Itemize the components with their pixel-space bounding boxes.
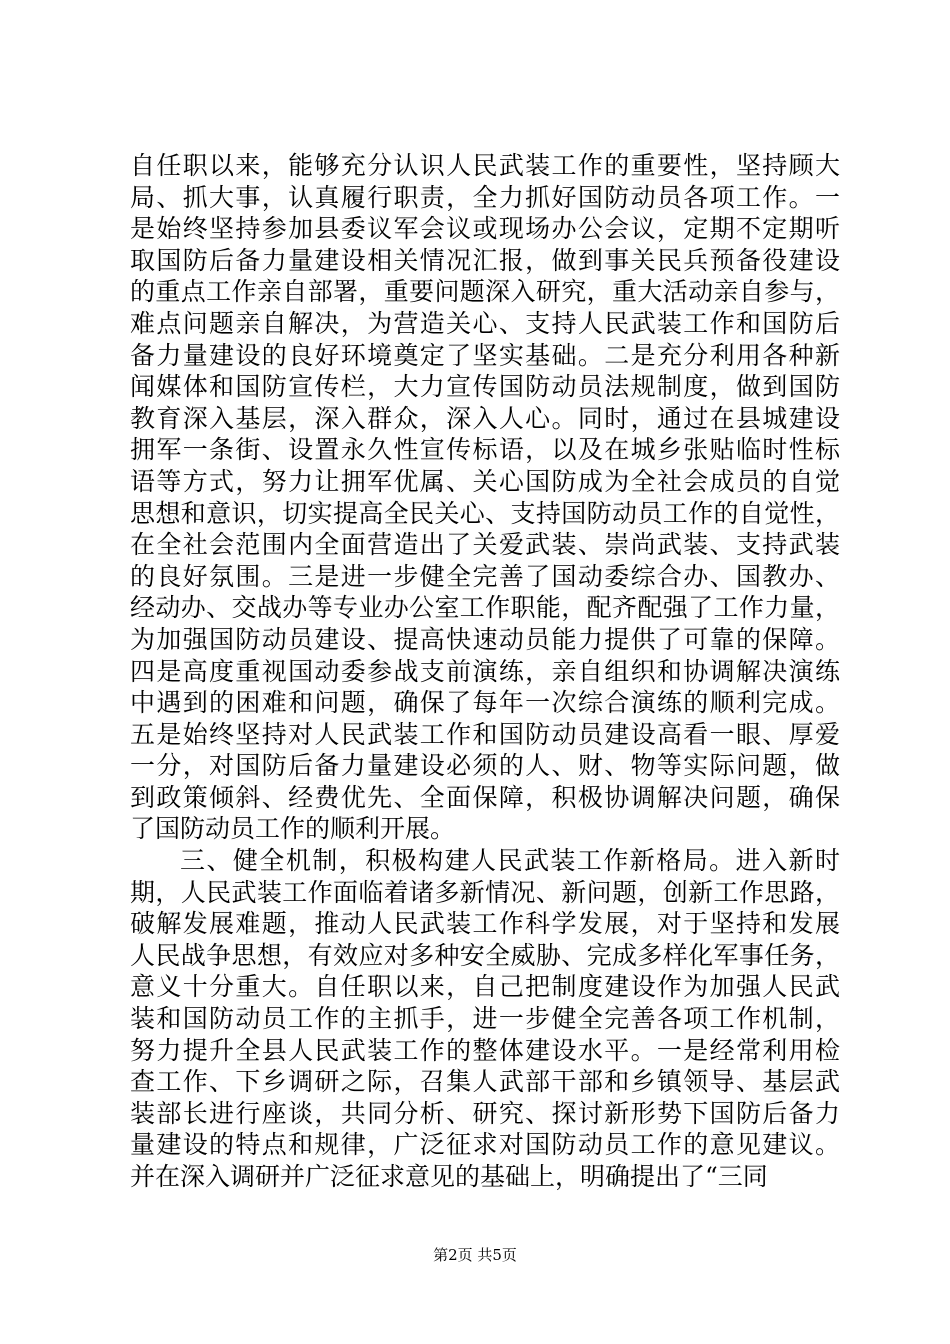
text-line: 闻媒体和国防宣传栏，大力宣传国防动员法规制度，做到国防 xyxy=(130,372,840,402)
text-line: 教育深入基层，深入群众，深入人心。同时，通过在县城建设 xyxy=(130,403,840,433)
text-line: 一分，对国防后备力量建设必须的人、财、物等实际问题，做 xyxy=(130,751,840,781)
text-line: 备力量建设的良好环境奠定了坚实基础。二是充分利用各种新 xyxy=(130,340,840,370)
text-line: 意义十分重大。自任职以来，自己把制度建设作为加强人民武 xyxy=(130,972,840,1002)
text-line: 期，人民武装工作面临着诸多新情况、新问题，创新工作思路， xyxy=(130,877,840,907)
text-line: 查工作、下乡调研之际，召集人武部干部和乡镇领导、基层武 xyxy=(130,1067,840,1097)
paragraph-1 xyxy=(130,150,840,845)
text-line: 经动办、交战办等专业办公室工作职能，配齐配强了工作力量， xyxy=(130,593,840,623)
text-line: 取国防后备力量建设相关情况汇报，做到事关民兵预备役建设 xyxy=(130,245,840,275)
text-line: 语等方式，努力让拥军优属、关心国防成为全社会成员的自觉 xyxy=(130,466,840,496)
text-line: 的重点工作亲自部署，重要问题深入研究，重大活动亲自参与， xyxy=(130,277,840,307)
text-line: 思想和意识，切实提高全民关心、支持国防动员工作的自觉性， xyxy=(130,498,840,528)
text-line: 难点问题亲自解决，为营造关心、支持人民武装工作和国防后 xyxy=(130,308,840,338)
document-body xyxy=(130,150,840,1193)
text-line: 是始终坚持参加县委议军会议或现场办公会议，定期不定期听 xyxy=(130,214,840,244)
text-line: 装部长进行座谈，共同分析、研究、探讨新形势下国防后备力 xyxy=(130,1098,840,1128)
text-line: 努力提升全县人民武装工作的整体建设水平。一是经常利用检 xyxy=(130,1035,840,1065)
text-line: 为加强国防动员建设、提高快速动员能力提供了可靠的保障。 xyxy=(130,624,840,654)
text-line: 三、健全机制，积极构建人民武装工作新格局。进入新时 xyxy=(180,846,840,876)
text-line: 了国防动员工作的顺利开展。 xyxy=(130,814,456,844)
text-line: 五是始终坚持对人民武装工作和国防动员建设高看一眼、厚爱 xyxy=(130,719,840,749)
text-line: 局、抓大事，认真履行职责，全力抓好国防动员各项工作。一 xyxy=(130,182,840,212)
text-line: 破解发展难题，推动人民武装工作科学发展，对于坚持和发展 xyxy=(130,909,840,939)
text-line: 装和国防动员工作的主抓手，进一步健全完善各项工作机制， xyxy=(130,1004,840,1034)
text-line: 的良好氛围。三是进一步健全完善了国动委综合办、国教办、 xyxy=(130,561,840,591)
text-line: 人民战争思想，有效应对多种安全威胁、完成多样化军事任务， xyxy=(130,940,840,970)
text-line: 拥军一条街、设置永久性宣传标语，以及在城乡张贴临时性标 xyxy=(130,435,840,465)
paragraph-2 xyxy=(130,845,840,1193)
text-line: 在全社会范围内全面营造出了关爱武装、崇尚武装、支持武装 xyxy=(130,530,840,560)
text-line: 自任职以来，能够充分认识人民武装工作的重要性，坚持顾大 xyxy=(130,151,840,180)
page-footer: 第2页 共5页 xyxy=(433,1246,517,1264)
text-line: 四是高度重视国动委参战支前演练，亲自组织和协调解决演练 xyxy=(130,656,840,686)
text-line: 中遇到的困难和问题，确保了每年一次综合演练的顺利完成。 xyxy=(130,688,840,718)
text-line: 并在深入调研并广泛征求意见的基础上，明确提出了“三同 xyxy=(130,1162,768,1191)
text-line: 量建设的特点和规律，广泛征求对国防动员工作的意见建议。 xyxy=(130,1130,840,1160)
text-line: 到政策倾斜、经费优先、全面保障，积极协调解决问题，确保 xyxy=(130,782,840,812)
